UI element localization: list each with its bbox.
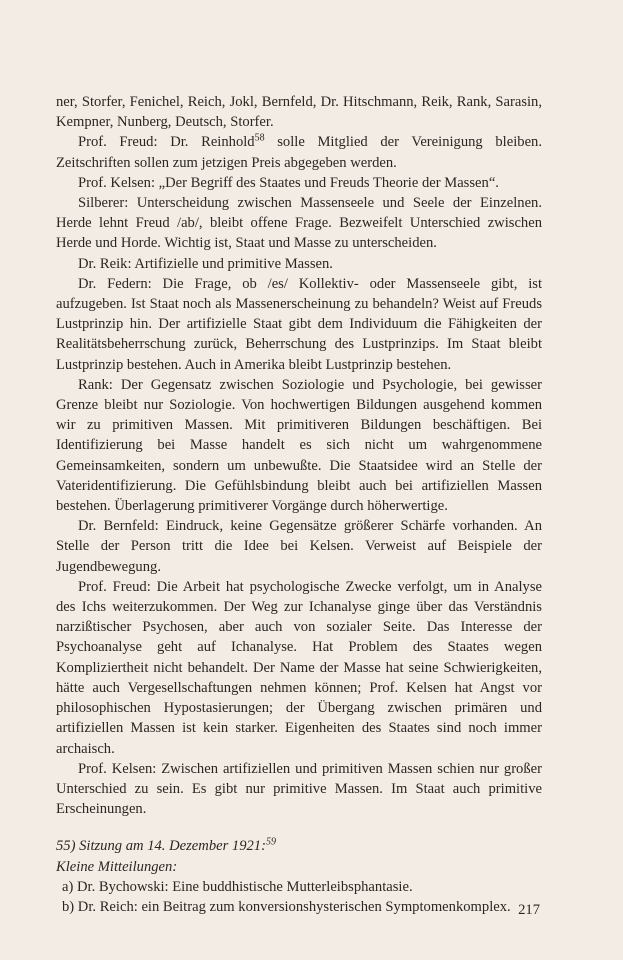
section-gap: [56, 819, 542, 836]
paragraph-freud-reinhold: [56, 132, 542, 172]
paragraph-rank: Rank: Der Gegensatz zwischen Soziologie und Psychologie, bei gewisser Grenze bleibt nur Soziologie. Von hochwertigen Bildungen ausgehend kommen wir zu primitiven Massen. Mit primitiveren Bildungen beschäftigen. Bei Identifizierung bei Masse handelt es sich nicht um wahrgenommene Gemeinsamkeiten, sondern um unbewußte. Die Staatsidee wird an Stelle der Vateridentifizierung. Die Gefühlsbindung bleibt auch bei artifiziellen Massen bestehen. Überlagerung primitiverer Vorgänge durch höherwertige.: [56, 376, 542, 515]
paragraph-bernfeld: Dr. Bernfeld: Eindruck, keine Gegensätze größerer Schärfe vorhanden. An Stelle der Person tritt die Idee bei Kelsen. Verweist auf Beispiele der Jugendbewegung.: [56, 518, 542, 575]
session-item-a: a) Dr. Bychowski: Eine buddhistische Mutterleibsphantasie.: [62, 878, 413, 895]
paragraph-kelsen-title: Prof. Kelsen: „Der Begriff des Staates und Freuds Theorie der Massen“.: [78, 174, 499, 191]
paragraph-freud-reply: Prof. Freud: Die Arbeit hat psychologische Zwecke verfolgt, um in Analyse des Ichs weiterzukommen. Der Weg zur Ichanalyse ginge über das Verständnis narzißtischer Psychosen, aber auch von sozialer Seite. Das Interesse der Psychoanalyse geht auf Ichanalyse. Hat Problem des Staates wegen Kompliziertheit nicht behandelt. Der Name der Masse hat seine Schwierigkeiten, hätte auch Vergesellschaftungen nehmen können; Prof. Kelsen hat Angst vor philosophischen Hypostasierungen; der Übergang zwischen primären und artifiziellen Massen ist kein starker. Eigenheiten des Staates sind noch immer archaisch.: [56, 578, 542, 757]
paragraph-freud-reinhold-post: solle Mitglied der Vereinigung bleiben. Zeitschriften sollen zum jetzigen Preis abgegeben werden.: [56, 134, 542, 171]
paragraph-federn: Dr. Federn: Die Frage, ob /es/ Kollektiv- oder Massenseele gibt, ist aufzugeben. Ist Staat noch als Massenerscheinung zu behandeln? Weist auf Freuds Lustprinzip hin. Der artifizielle Staat gibt dem Individuum die Fähigkeiten der Realitätsbeherrschung zurück, Beherrschung des Lustprinzips. Im Staat bleibt Lustprinzip bestehen. Auch in Amerika bleibt Lustprinzip bestehen.: [56, 275, 542, 373]
footnote-ref-59: 59: [265, 836, 276, 848]
footnote-ref-58: 58: [254, 132, 265, 144]
session-heading: [56, 836, 542, 856]
paragraph-reik: Dr. Reik: Artifizielle und primitive Massen.: [78, 255, 333, 272]
paragraph-freud-reinhold-pre: Prof. Freud: Dr. Reinhold: [78, 134, 255, 151]
session-item-b: b) Dr. Reich: ein Beitrag zum konversionshysterischen Symptomenkomplex.: [62, 898, 511, 915]
paragraph-silberer: Silberer: Unterscheidung zwischen Massenseele und Seele der Einzelnen. Herde lehnt Freud /ab/, bleibt offene Frage. Bezweifelt Unterschied zwischen Herde und Horde. Wichtig ist, Staat und Masse zu unterscheiden.: [56, 195, 542, 252]
page-number: 217: [518, 902, 540, 918]
paragraph-attendees: ner, Storfer, Fenichel, Reich, Jokl, Bernfeld, Dr. Hitschmann, Reik, Rank, Sarasin, Kempner, Nunberg, Deutsch, Storfer.: [56, 94, 542, 131]
paragraph-kelsen-reply: Prof. Kelsen: Zwischen artifiziellen und primitiven Massen schien nur großer Unterschied zu sein. Es gibt nur primitive Massen. Im Staat auch primitive Erscheinungen.: [56, 760, 542, 818]
session-subheading: Kleine Mitteilungen:: [56, 858, 178, 875]
session-heading-text: 55) Sitzung am 14. Dezember 1921:: [56, 838, 266, 855]
page-body: [56, 92, 542, 917]
